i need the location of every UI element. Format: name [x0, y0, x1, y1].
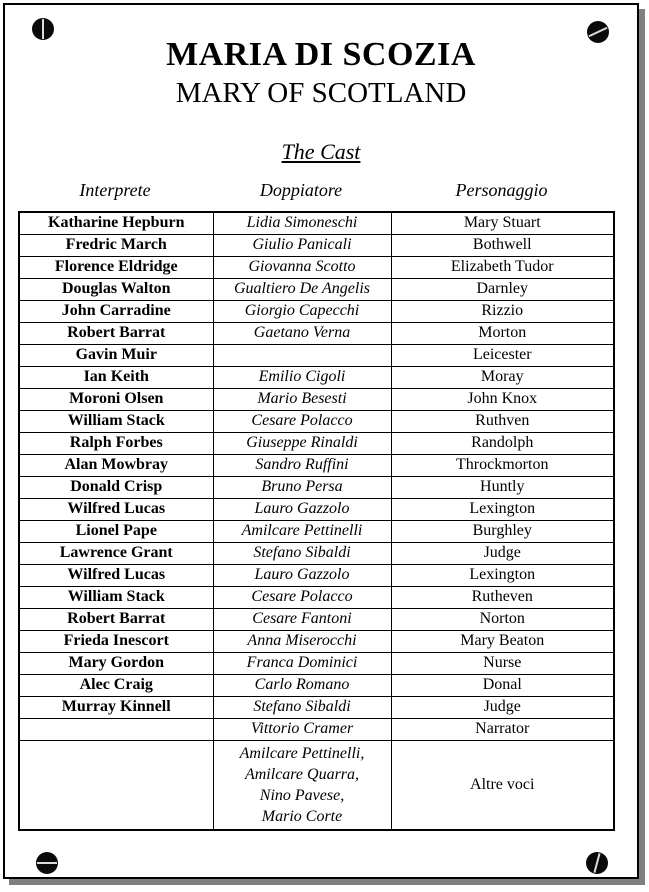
table-row: [19, 234, 614, 256]
cell-doppiatore: Lidia Simoneschi: [213, 212, 391, 235]
table-row: [19, 498, 614, 520]
cell-personaggio: Lexington: [391, 564, 614, 586]
table-row: [19, 476, 614, 498]
table-row: [19, 212, 614, 235]
cell-doppiatore: Franca Dominici: [213, 652, 391, 674]
cell-doppiatore: Cesare Fantoni: [213, 608, 391, 630]
table-row: [19, 520, 614, 542]
cell-personaggio: Rizzio: [391, 300, 614, 322]
table-row: [19, 740, 614, 830]
cell-personaggio: Bothwell: [391, 234, 614, 256]
cell-interprete: Lionel Pape: [19, 520, 213, 542]
cell-doppiatore: Mario Besesti: [213, 388, 391, 410]
table-row: [19, 278, 614, 300]
cell-doppiatore: Gaetano Verna: [213, 322, 391, 344]
cell-interprete: Robert Barrat: [19, 608, 213, 630]
cell-personaggio: Mary Beaton: [391, 630, 614, 652]
cell-interprete: Alan Mowbray: [19, 454, 213, 476]
cell-interprete: [19, 740, 213, 830]
column-header-interprete: Interprete: [79, 180, 151, 201]
page-title: MARIA DI SCOZIA: [166, 36, 476, 73]
cell-interprete: Murray Kinnell: [19, 696, 213, 718]
cell-personaggio: Darnley: [391, 278, 614, 300]
cell-personaggio: Burghley: [391, 520, 614, 542]
cell-doppiatore: Stefano Sibaldi: [213, 542, 391, 564]
cell-doppiatore: Bruno Persa: [213, 476, 391, 498]
column-headers: [18, 180, 613, 202]
column-header-personaggio: Personaggio: [455, 180, 548, 201]
cell-personaggio: Randolph: [391, 432, 614, 454]
cell-interprete: Wilfred Lucas: [19, 564, 213, 586]
cell-personaggio: Huntly: [391, 476, 614, 498]
cell-doppiatore: Stefano Sibaldi: [213, 696, 391, 718]
cell-personaggio: Morton: [391, 322, 614, 344]
cell-personaggio: Judge: [391, 542, 614, 564]
cell-interprete: William Stack: [19, 410, 213, 432]
cell-personaggio: Elizabeth Tudor: [391, 256, 614, 278]
table-row: [19, 718, 614, 740]
cell-doppiatore: Carlo Romano: [213, 674, 391, 696]
section-heading: The Cast: [281, 139, 361, 165]
cell-personaggio: Mary Stuart: [391, 212, 614, 235]
cast-table: [18, 211, 615, 831]
cell-personaggio: John Knox: [391, 388, 614, 410]
cell-interprete: Wilfred Lucas: [19, 498, 213, 520]
cell-personaggio: Donal: [391, 674, 614, 696]
screw-bottom-left-icon: [36, 852, 58, 874]
table-row: [19, 652, 614, 674]
table-row: [19, 366, 614, 388]
cell-interprete: John Carradine: [19, 300, 213, 322]
cell-personaggio: Ruthven: [391, 410, 614, 432]
table-row: [19, 586, 614, 608]
document-page: [3, 3, 639, 879]
cell-interprete: [19, 718, 213, 740]
cell-doppiatore: Vittorio Cramer: [213, 718, 391, 740]
cell-personaggio: Nurse: [391, 652, 614, 674]
cell-personaggio: Judge: [391, 696, 614, 718]
cell-personaggio: Throckmorton: [391, 454, 614, 476]
cell-interprete: Gavin Muir: [19, 344, 213, 366]
screw-bottom-right-icon: [586, 852, 608, 874]
table-row: [19, 322, 614, 344]
cell-doppiatore: Giovanna Scotto: [213, 256, 391, 278]
cell-doppiatore: [213, 344, 391, 366]
cell-interprete: Alec Craig: [19, 674, 213, 696]
table-row: [19, 300, 614, 322]
cell-interprete: Douglas Walton: [19, 278, 213, 300]
cell-interprete: Ian Keith: [19, 366, 213, 388]
table-row: [19, 256, 614, 278]
cell-interprete: Lawrence Grant: [19, 542, 213, 564]
cell-personaggio: Lexington: [391, 498, 614, 520]
table-row: [19, 674, 614, 696]
cell-interprete: Frieda Inescort: [19, 630, 213, 652]
cell-doppiatore: Emilio Cigoli: [213, 366, 391, 388]
cell-interprete: Ralph Forbes: [19, 432, 213, 454]
cell-personaggio: Narrator: [391, 718, 614, 740]
cell-interprete: Mary Gordon: [19, 652, 213, 674]
table-row: [19, 542, 614, 564]
cell-interprete: William Stack: [19, 586, 213, 608]
cell-doppiatore: Lauro Gazzolo: [213, 564, 391, 586]
screw-top-left-icon: [32, 18, 54, 40]
cell-doppiatore: Amilcare Pettinelli, Amilcare Quarra, Nino Pavese, Mario Corte: [213, 740, 391, 830]
table-row: [19, 608, 614, 630]
cell-doppiatore: Giulio Panicali: [213, 234, 391, 256]
table-row: [19, 454, 614, 476]
cell-interprete: Fredric March: [19, 234, 213, 256]
cell-interprete: Katharine Hepburn: [19, 212, 213, 235]
cell-doppiatore: Lauro Gazzolo: [213, 498, 391, 520]
cell-doppiatore: Amilcare Pettinelli: [213, 520, 391, 542]
cell-personaggio: Altre voci: [391, 740, 614, 830]
table-row: [19, 564, 614, 586]
cell-doppiatore: Giuseppe Rinaldi: [213, 432, 391, 454]
cell-interprete: Robert Barrat: [19, 322, 213, 344]
table-row: [19, 410, 614, 432]
table-row: [19, 432, 614, 454]
cell-doppiatore: Sandro Ruffini: [213, 454, 391, 476]
cell-personaggio: Moray: [391, 366, 614, 388]
cell-personaggio: Norton: [391, 608, 614, 630]
cell-interprete: Moroni Olsen: [19, 388, 213, 410]
cell-doppiatore: Cesare Polacco: [213, 410, 391, 432]
column-header-doppiatore: Doppiatore: [259, 180, 343, 201]
cell-interprete: Florence Eldridge: [19, 256, 213, 278]
table-row: [19, 388, 614, 410]
screw-top-right-icon: [587, 21, 609, 43]
cell-doppiatore: Gualtiero De Angelis: [213, 278, 391, 300]
page-subtitle: MARY OF SCOTLAND: [175, 76, 467, 109]
cell-interprete: Donald Crisp: [19, 476, 213, 498]
table-row: [19, 344, 614, 366]
table-row: [19, 630, 614, 652]
cell-personaggio: Rutheven: [391, 586, 614, 608]
cell-doppiatore: Cesare Polacco: [213, 586, 391, 608]
table-row: [19, 696, 614, 718]
cell-personaggio: Leicester: [391, 344, 614, 366]
cell-doppiatore: Giorgio Capecchi: [213, 300, 391, 322]
cell-doppiatore: Anna Miserocchi: [213, 630, 391, 652]
